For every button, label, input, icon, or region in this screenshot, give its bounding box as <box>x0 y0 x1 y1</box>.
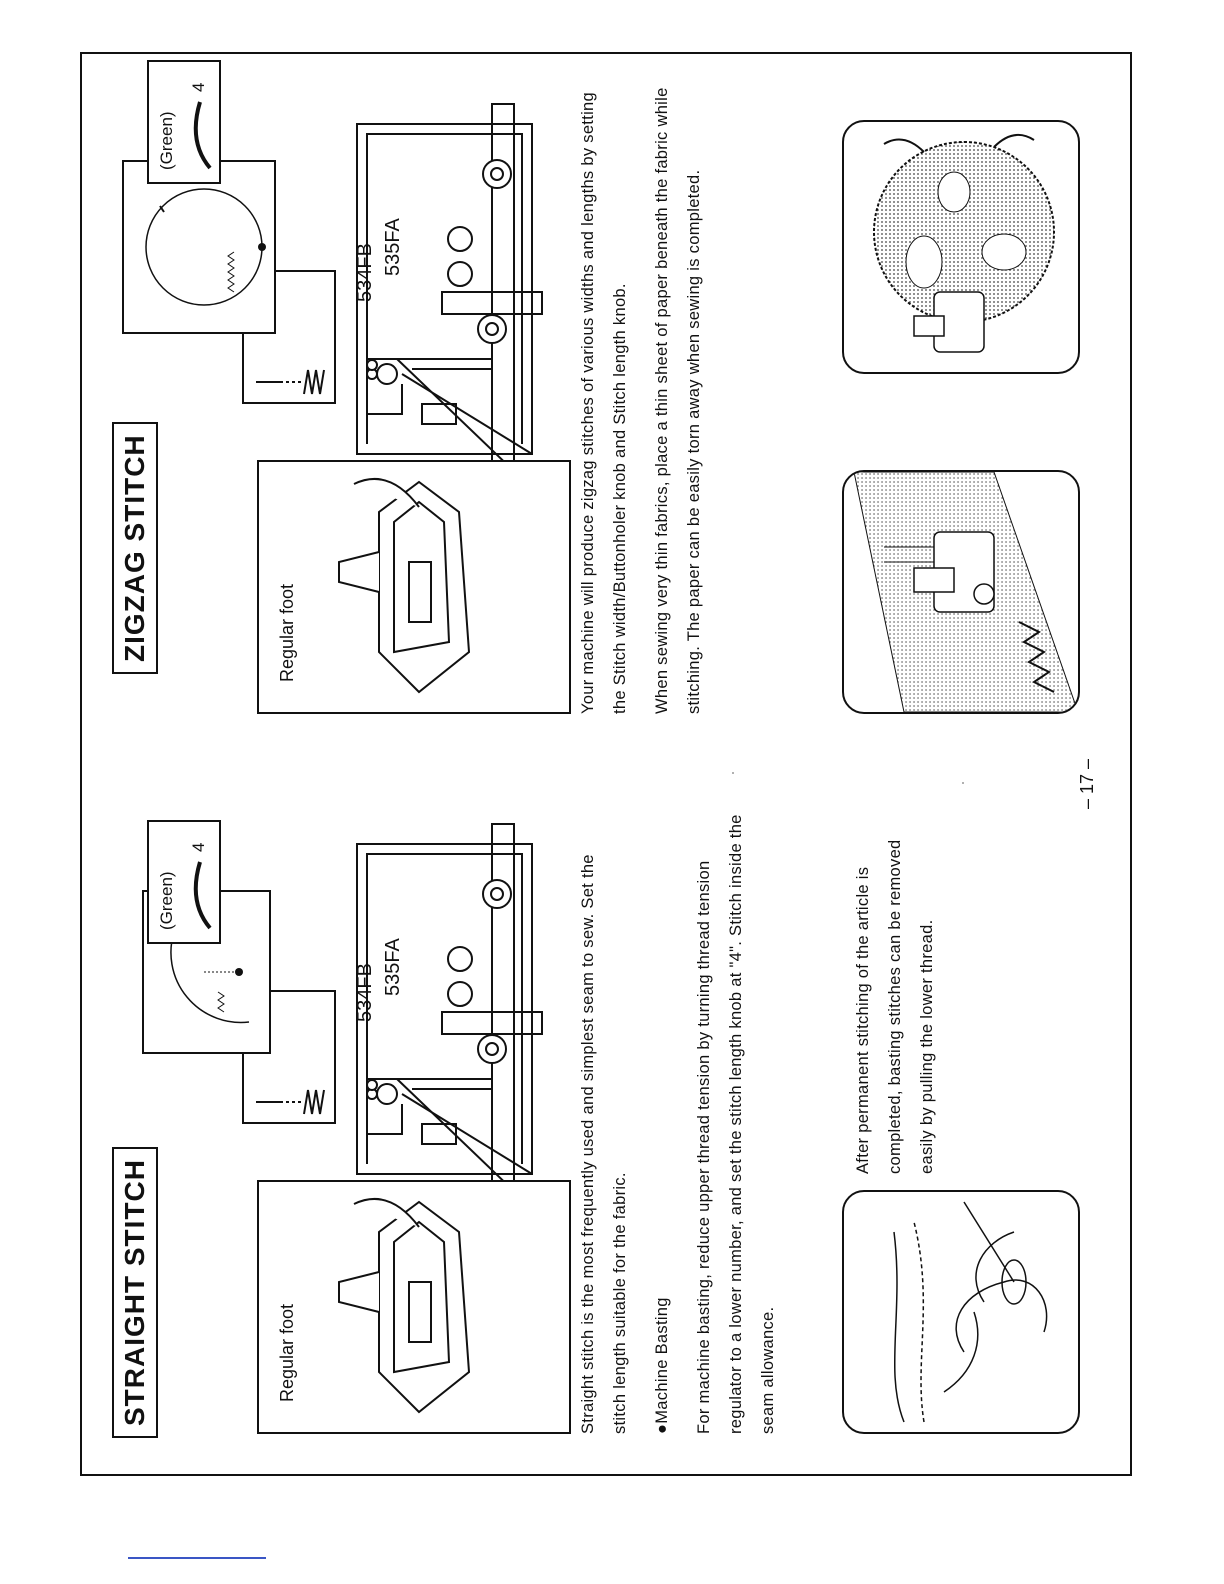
zigzag-label-534fb: 534FB <box>354 243 376 302</box>
page-number: – 17 – <box>1077 758 1097 809</box>
straight-label-534fb: 534FB <box>354 963 376 1022</box>
straight-foot-label: Regular foot <box>277 1303 297 1402</box>
zigzag-label-535fa: 535FA <box>382 218 404 276</box>
speck <box>962 782 964 784</box>
zigzag-intro: Your machine will produce zigzag stitches of various widths and lengths by setting the Stitch width/Buttonholer knob and Stitch length knob. <box>579 92 629 714</box>
ladybug-applique-icon <box>844 122 1078 372</box>
pulling-thread-icon <box>844 1192 1078 1432</box>
straight-removal-text <box>847 794 953 1174</box>
presser-foot-icon <box>299 462 569 712</box>
zigzag-dial-box <box>122 160 276 334</box>
rotated-page-content <box>82 54 1130 1474</box>
zigzag-paper-text: When sewing very thin fabrics, place a thin sheet of paper beneath the fabric while stitching. The paper can be easily torn away when sewing is completed. <box>653 87 703 714</box>
zigzag-text <box>572 74 720 714</box>
zigzag-width-box <box>147 60 221 184</box>
straight-stitch-title: STRAIGHT STITCH <box>112 1147 158 1438</box>
presser-foot-icon <box>299 1182 569 1432</box>
upper-knob-a <box>448 982 472 1006</box>
page-border <box>80 52 1132 1476</box>
basting-heading: ●Machine Basting <box>653 1297 671 1434</box>
zigzag-width-value: 4 <box>189 82 208 92</box>
basting-text: For machine basting, reduce upper thread tension by turning thread tension regulator to a lower number, and set the stitch length knob at "4". Stitch inside the seam allowance. <box>695 814 777 1434</box>
straight-green-label: (Green) <box>157 871 176 930</box>
removal-text: After permanent stitching of the article is completed, basting stitches can be removed easily by pulling the lower thread. <box>854 839 936 1174</box>
straight-label-535fa: 535FA <box>382 938 404 996</box>
straight-width-value: 4 <box>189 842 208 852</box>
width-arc-icon <box>184 92 214 172</box>
link-underline[interactable] <box>128 1557 266 1559</box>
width-arc-icon <box>184 852 214 932</box>
zigzag-green-label: (Green) <box>157 111 176 170</box>
speck <box>732 772 734 774</box>
zigzag-applique-illustration <box>842 120 1080 374</box>
zigzag-stitch-title: ZIGZAG STITCH <box>112 422 158 674</box>
straight-text <box>572 814 794 1434</box>
straight-thread-illustration <box>842 1190 1080 1434</box>
zigzag-sewing-icon <box>844 472 1078 712</box>
machine-outline-icon <box>357 824 532 1184</box>
zigzag-fabric-illustration <box>842 470 1080 714</box>
straight-intro: Straight stitch is the most frequently used and simplest seam to sew. Set the stitch length suitable for the fabric. <box>579 854 629 1434</box>
zigzag-foot-box <box>257 460 571 714</box>
straight-foot-box <box>257 1180 571 1434</box>
straight-width-box <box>147 820 221 944</box>
zigzag-foot-label: Regular foot <box>277 583 297 682</box>
upper-knob-b <box>448 947 472 971</box>
